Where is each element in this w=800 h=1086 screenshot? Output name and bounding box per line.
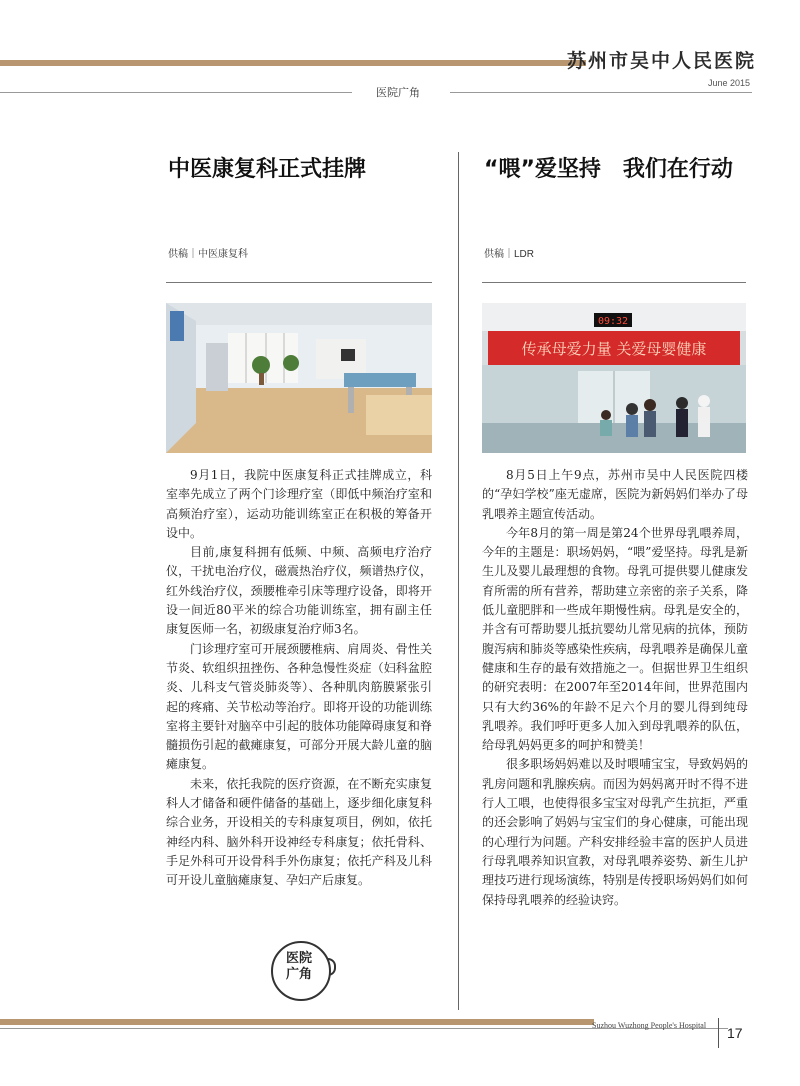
paragraph: 今年8月的第一周是第24个世界母乳喂养周，今年的主题是：职场妈妈，“喂”爱坚持。母乳是新生儿及婴儿最理想的食物。母乳可提供婴儿健康发育所需的所有营养，帮助建立亲密的亲子关系，降低儿童肥胖和一些成年期慢性病。母乳是安全的，并含有可帮助婴儿抵抗婴幼儿常见病的抗体，预防腹泻病和肺炎等感染性疾病，母乳喂养是确保儿童健康和生存的最有效措施之一。但据世界卫生组织的研究表明：在2007年至2014年间，世界范围内只有大约36%的年龄不足六个月的婴儿得到纯母乳喂养。我们呼吁更多人加入到母乳喂养的队伍，给母乳妈妈更多的呵护和赞美！ bbox=[482, 525, 748, 753]
header-rule-right bbox=[450, 92, 752, 93]
header-color-bar bbox=[0, 60, 586, 66]
paragraph: 很多职场妈妈难以及时喂哺宝宝，导致妈妈的乳房问题和乳腺疾病。而因为妈妈离开时不得不进行人工喂，也使得很多宝宝对母乳产生抗拒，严重的还会影响了妈妈与宝宝们的身心健康，可能出现的心理行为问题。产科安排经验丰富的医护人员进行母乳喂养知识宣教，对母乳喂养姿势、新生儿护理技巧进行现场演练，特别是传授职场妈妈们如何保持母乳喂养的经验诀窍。 bbox=[482, 757, 748, 907]
badge-line-1: 医院 bbox=[285, 951, 312, 966]
byline-rule-right bbox=[482, 282, 746, 283]
article-body-left bbox=[166, 466, 432, 891]
therapy-room-photo bbox=[166, 303, 432, 453]
section-badge-text bbox=[271, 951, 327, 983]
paragraph: 目前,康复科拥有低频、中频、高频电疗治疗仪，干扰电治疗仪，磁震热治疗仪，频谱热疗仪，红外线治疗仪，颈腰椎牵引床等理疗设备，即将开设一间近80平米的综合功能训练室，拥有副主任康复医师一名，初级康复治疗师3名。 bbox=[166, 545, 432, 637]
article-title-right: “喂”爱坚持 我们在行动 bbox=[484, 157, 733, 182]
column-divider bbox=[458, 152, 459, 1010]
paragraph: 未来，依托我院的医疗资源，在不断充实康复科人才储备和硬件储备的基础上，逐步细化康复科综合业务，开设相关的专科康复项目，例如，依托神经内科、脑外科开设神经专科康复；依托骨科、手足外科可开设骨科手外伤康复；依托产科及儿科可开设儿童脑瘫康复、孕妇产后康复。 bbox=[166, 776, 432, 888]
section-label: 医院广角 bbox=[376, 87, 420, 99]
byline-rule-left bbox=[166, 282, 432, 283]
header-rule-left bbox=[0, 92, 352, 93]
footer-divider bbox=[718, 1018, 719, 1048]
badge-line-2: 广角 bbox=[285, 967, 312, 982]
footer-hospital-name: Suzhou Wuzhong People's Hospital bbox=[592, 1021, 707, 1030]
photo-banner: 传承母爱力量 关爱母婴健康 bbox=[521, 340, 707, 358]
footer-color-bar bbox=[0, 1019, 594, 1025]
article-title-left: 中医康复科正式挂牌 bbox=[168, 157, 367, 182]
article-body-right bbox=[482, 466, 748, 910]
hospital-brand: 苏州市吴中人民医院 bbox=[566, 50, 756, 72]
paragraph: 9月1日，我院中医康复科正式挂牌成立，科室率先成立了两个门诊理疗室（即低中频治疗室和高频治疗室），运动功能训练室正在积极的筹备开设中。 bbox=[166, 468, 432, 540]
paragraph: 门诊理疗室可开展颈腰椎病、肩周炎、骨性关节炎、软组织扭挫伤、各种急慢性炎症（妇科盆腔炎、儿科支气管炎肺炎等）、各种肌肉筋膜紧张引起的疼痛、关节松动等治疗。即将开设的功能训练室将主要针对脑卒中引起的肢体功能障碍康复和脊髓损伤引起的截瘫康复，可部分开展大龄儿童的脑瘫康复。 bbox=[166, 641, 432, 772]
article-byline-left: 供稿｜中医康复科 bbox=[168, 249, 248, 260]
breastfeeding-event-photo bbox=[482, 303, 746, 453]
issue-date: June 2015 bbox=[707, 78, 750, 88]
photo-clock: 09:32 bbox=[597, 316, 629, 327]
page-number: 17 bbox=[727, 1025, 743, 1041]
article-byline-right: 供稿｜LDR bbox=[484, 249, 535, 260]
paragraph: 8月5日上午9点，苏州市吴中人民医院四楼的“孕妇学校”座无虚席，医院为新妈妈们举办了母乳喂养主题宣传活动。 bbox=[482, 468, 748, 521]
